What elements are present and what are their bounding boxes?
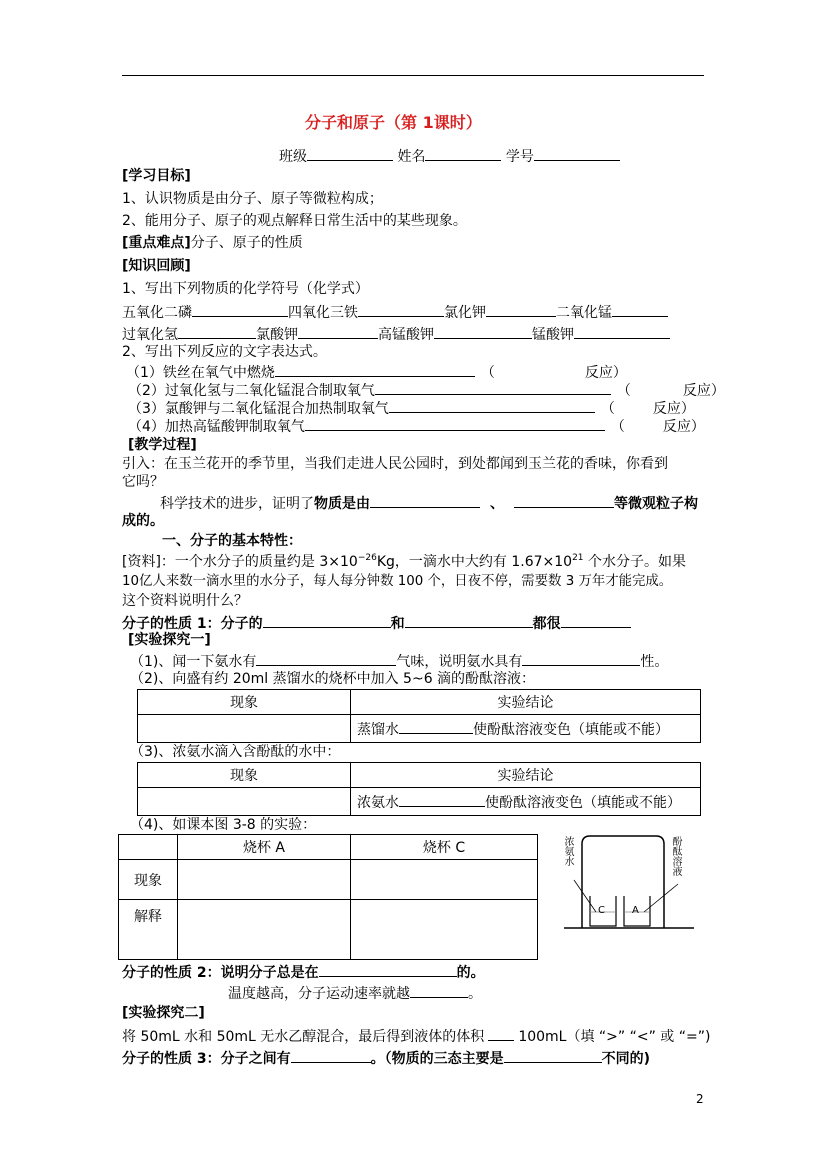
prop2-blank[interactable] <box>319 962 457 977</box>
reaction-blank[interactable] <box>389 398 595 413</box>
prop3-blank-2[interactable] <box>504 1048 602 1063</box>
conclusion-blank[interactable] <box>399 719 473 734</box>
reaction-type: 反应） <box>682 383 725 399</box>
observation-cell[interactable] <box>138 788 351 816</box>
conclusion-text: 使酚酞溶液变色（填能或不能） <box>485 794 681 811</box>
science-suffix: 等微观粒子构 <box>614 496 698 512</box>
beaker-a-observation[interactable] <box>178 860 351 900</box>
temp-text: 温度越高，分子运动速率就越 <box>228 986 410 1002</box>
temperature-line <box>228 983 482 1003</box>
name-blank[interactable] <box>425 146 501 161</box>
formula-label: 氯化钾 <box>444 305 486 321</box>
reaction-blank[interactable] <box>305 416 605 431</box>
conclusion-text: 蒸馏水 <box>357 721 399 738</box>
figure-label-ammonia: 浓氨水 <box>562 836 573 866</box>
beaker-c-explanation[interactable] <box>351 900 538 960</box>
formula-label: 二氧化锰 <box>556 305 612 321</box>
prop1-blank-2[interactable] <box>405 613 533 628</box>
prop2-text: 分子的性质 2：说明分子总是在 <box>122 965 319 981</box>
data-text: [资料]：一个水分子的质量约是 3×10 <box>122 554 358 570</box>
formula-blank[interactable] <box>434 324 532 339</box>
reaction-label: （2）过氧化氢与二氧化锰混合制取氧气 <box>128 383 375 399</box>
conclusion-cell <box>351 715 701 743</box>
formula-label: 锰酸钾 <box>532 327 574 343</box>
intro-line-2: 它吗？ <box>122 474 164 490</box>
row-label: 现象 <box>119 860 178 900</box>
row-label: 解释 <box>119 900 178 960</box>
exp2-text <box>122 1026 710 1046</box>
conclusion-cell <box>351 788 701 816</box>
figure-label-a: A <box>632 905 639 916</box>
exp2-statement: 100mL（填 “>” “<” 或 “=”) <box>518 1029 711 1045</box>
figure-label-c: C <box>598 905 605 916</box>
exp1-step-1 <box>130 651 668 671</box>
data-sup: 21 <box>572 553 584 563</box>
teaching-heading: [教学过程] <box>128 437 197 453</box>
id-label: 学号 <box>505 149 534 165</box>
reaction-type-blank[interactable] <box>625 417 663 431</box>
reaction-4 <box>128 416 705 436</box>
science-line-2: 成的。 <box>122 513 164 529</box>
property-blank[interactable] <box>522 651 640 666</box>
data-line-1 <box>122 553 686 571</box>
keypoints-text: 分子、原子的性质 <box>190 235 303 251</box>
step-text: 气味，说明氨水具有 <box>396 654 523 670</box>
reaction-type-blank[interactable] <box>631 381 683 395</box>
formula-blank[interactable] <box>192 302 288 317</box>
science-blank-1[interactable] <box>370 493 480 508</box>
science-prefix: 科学技术的进步，证明了 <box>160 496 314 512</box>
property-1 <box>122 613 631 633</box>
exp1-step-2: （2)、向盛有约 20ml 蒸馏水的烧杯中加入 5~6 滴的酚酞溶液： <box>130 671 536 687</box>
data-sup: −26 <box>357 553 377 563</box>
paren-open: （ <box>480 365 495 381</box>
step-text: （1)、闻一下氨水有 <box>130 654 257 670</box>
conclusion-blank[interactable] <box>399 792 485 807</box>
data-line-3: 这个资料说明什么？ <box>122 593 248 609</box>
student-info <box>279 146 620 166</box>
reaction-1 <box>126 362 627 382</box>
beaker-a-explanation[interactable] <box>178 900 351 960</box>
reaction-blank[interactable] <box>275 362 475 377</box>
formula-blank[interactable] <box>612 302 668 317</box>
table-header: 实验结论 <box>351 690 701 715</box>
reaction-2 <box>128 380 725 400</box>
formula-blank[interactable] <box>298 324 378 339</box>
review-q2: 2、写出下列反应的文字表达式。 <box>122 344 327 360</box>
prop3-blank-1[interactable] <box>291 1048 371 1063</box>
paren-open: （ <box>600 401 615 417</box>
table-header: 烧杯 A <box>178 835 351 860</box>
exp2-heading: [实验探究二] <box>122 1005 205 1021</box>
class-blank[interactable] <box>307 146 393 161</box>
formula-label: 过氧化氢 <box>122 327 178 343</box>
prop3-text: 分子的性质 3：分子之间有 <box>122 1051 291 1067</box>
formula-row-2 <box>122 324 670 344</box>
class-label: 班级 <box>279 149 307 165</box>
science-sep: 、 <box>490 496 504 512</box>
table-header: 实验结论 <box>351 763 701 788</box>
review-q1: 1、写出下列物质的化学符号（化学式） <box>122 281 369 297</box>
reaction-type-blank[interactable] <box>495 363 585 377</box>
formula-label: 高锰酸钾 <box>378 327 434 343</box>
beaker-c-observation[interactable] <box>351 860 538 900</box>
prop1-blank-1[interactable] <box>263 613 391 628</box>
volume-compare-blank[interactable] <box>488 1026 514 1041</box>
paren-open: （ <box>610 419 625 435</box>
objectives-heading: [学习目标] <box>122 168 191 184</box>
prop3-text: 。（物质的三态主要是 <box>370 1051 504 1067</box>
id-blank[interactable] <box>534 146 620 161</box>
property-3 <box>122 1048 650 1068</box>
prop1-blank-3[interactable] <box>561 613 631 628</box>
objective-1: 1、认识物质是由分子、原子等微粒构成； <box>122 191 383 207</box>
reaction-type: 反应） <box>652 401 695 417</box>
formula-label: 氯酸钾 <box>256 327 298 343</box>
reaction-label: （4）加热高锰酸钾制取氧气 <box>128 419 305 435</box>
observation-cell[interactable] <box>138 715 351 743</box>
table-header: 现象 <box>138 690 351 715</box>
exp1-step-4: （4)、如课本图 3-8 的实验： <box>130 817 317 833</box>
science-bold: 物质是由 <box>314 496 370 512</box>
paren-open: （ <box>616 383 631 399</box>
name-label: 姓名 <box>397 149 426 165</box>
intro-line-1: 引入：在玉兰花开的季节里，当我们走进人民公园时，到处都闻到玉兰花的香味，你看到 <box>122 456 668 472</box>
section-1-title: 一、分子的基本特性： <box>162 533 302 549</box>
header-rule <box>122 75 704 76</box>
table-step-4 <box>118 834 538 960</box>
reaction-label: （3）氯酸钾与二氧化锰混合加热制取氧气 <box>128 401 389 417</box>
review-heading: [知识回顾] <box>122 258 191 274</box>
science-blank-2[interactable] <box>514 493 614 508</box>
corner-cell <box>119 835 178 860</box>
page-number: 2 <box>696 1092 704 1106</box>
formula-label: 五氧化二磷 <box>122 305 192 321</box>
table-header: 现象 <box>138 763 351 788</box>
formula-blank[interactable] <box>486 302 556 317</box>
step-text: 性。 <box>640 654 669 670</box>
objective-2: 2、能用分子、原子的观点解释日常生活中的某些现象。 <box>122 213 467 229</box>
formula-row-1 <box>122 302 668 322</box>
table-header: 烧杯 C <box>351 835 538 860</box>
prop3-text: 不同的) <box>601 1051 651 1067</box>
formula-blank[interactable] <box>574 324 670 339</box>
exp2-statement: 将 50mL 水和 50mL 无水乙醇混合，最后得到液体的体积 <box>122 1029 485 1045</box>
keypoints-heading: [重点难点] <box>122 235 191 251</box>
table-step-2 <box>137 689 701 743</box>
data-text: 个水分子。如果 <box>583 554 686 570</box>
exp1-step-3: （3)、浓氨水滴入含酚酞的水中： <box>130 744 341 760</box>
beaker-experiment-figure <box>560 832 700 932</box>
data-text: Kg，一滴水中大约有 1.67×10 <box>376 554 573 570</box>
reaction-type: 反应） <box>662 419 705 435</box>
formula-blank[interactable] <box>358 302 444 317</box>
conclusion-text: 使酚酞溶液变色（填能或不能） <box>473 721 669 738</box>
data-line-2: 10亿人来数一滴水里的水分子，每人每分钟数 100 个，日夜不停，需要数 3 万年才能完成。 <box>122 574 673 589</box>
figure-label-phenolphthalein: 酚酞溶液 <box>670 836 681 876</box>
science-line <box>160 493 698 513</box>
prop1-text: 和 <box>390 616 405 632</box>
reaction-blank[interactable] <box>375 380 611 395</box>
conclusion-text: 浓氨水 <box>357 794 399 811</box>
temp-text: 。 <box>468 986 482 1002</box>
prop1-text: 都很 <box>532 616 561 632</box>
property-2 <box>122 962 485 982</box>
table-step-3 <box>137 762 701 816</box>
exp1-heading: [实验探究一] <box>128 632 211 648</box>
formula-label: 四氧化三铁 <box>288 305 358 321</box>
smell-blank[interactable] <box>256 651 396 666</box>
reaction-label: （1）铁丝在氧气中燃烧 <box>126 365 275 381</box>
reaction-3 <box>128 398 695 418</box>
reaction-type-blank[interactable] <box>615 399 653 413</box>
formula-blank[interactable] <box>178 324 256 339</box>
prop2-text: 的。 <box>456 965 485 981</box>
page-title: 分子和原子（第 1课时） <box>305 113 482 132</box>
keypoints <box>122 234 303 252</box>
reaction-type: 反应） <box>584 365 627 381</box>
temp-blank[interactable] <box>410 983 468 998</box>
prop1-text: 分子的性质 1：分子的 <box>122 616 263 632</box>
